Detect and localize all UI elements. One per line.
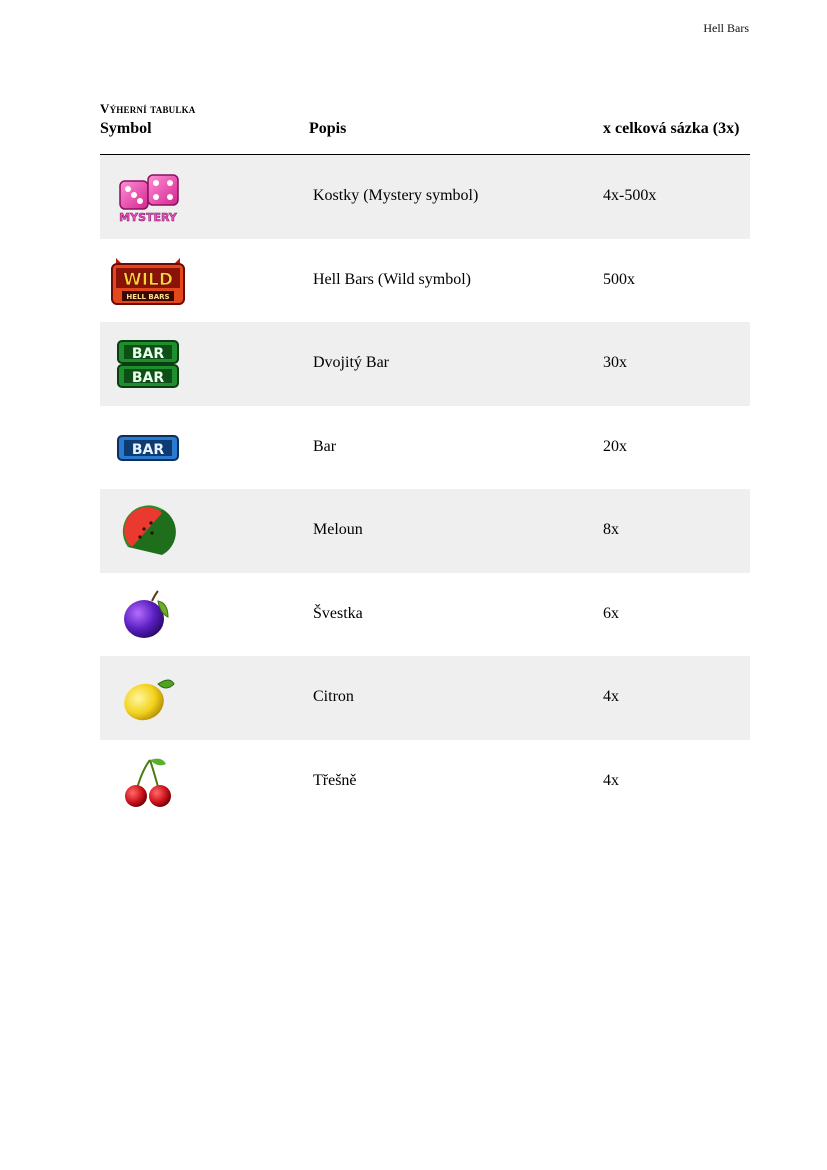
column-header-symbol: Symbol: [100, 120, 152, 137]
table-row: [100, 573, 750, 657]
row-description: Citron: [313, 688, 354, 705]
column-header-payout: x celková sázka (3x): [603, 120, 740, 137]
row-payout: 4x-500x: [603, 187, 657, 204]
bar-label-bottom: BAR: [131, 370, 165, 386]
section-title: Výherní tabulka: [100, 101, 196, 116]
column-header-description: Popis: [309, 120, 347, 137]
cherries-icon: [108, 752, 188, 812]
table-row: [100, 155, 750, 239]
mystery-dice-icon: [108, 167, 188, 227]
row-payout: 8x: [603, 521, 619, 538]
bar-label: BAR: [131, 441, 165, 458]
row-payout: 4x: [603, 771, 619, 789]
row-description: Hell Bars (Wild symbol): [313, 270, 471, 288]
table-row: [100, 239, 750, 323]
mystery-label: MYSTERY: [119, 211, 177, 224]
bar-label-top: BAR: [131, 346, 165, 362]
double-bar-icon: [108, 334, 188, 394]
table-row: [100, 656, 750, 740]
wild-hell-bars-icon: [108, 251, 188, 311]
wild-label: WILD: [122, 269, 174, 290]
row-payout: 500x: [603, 270, 635, 288]
paytable: [100, 155, 750, 823]
table-header: [100, 118, 750, 154]
row-description: Dvojitý Bar: [313, 354, 389, 371]
hell-bars-label: HELL BARS: [126, 292, 170, 301]
table-row: [100, 740, 750, 824]
row-description: Třešně: [313, 771, 357, 789]
table-row: [100, 489, 750, 573]
row-payout: 6x: [603, 604, 619, 622]
lemon-icon: [108, 668, 188, 728]
row-description: Kostky (Mystery symbol): [313, 187, 479, 204]
row-payout: 4x: [603, 688, 619, 705]
table-row: [100, 406, 750, 490]
plum-icon: [108, 585, 188, 645]
row-description: Meloun: [313, 521, 363, 538]
row-payout: 20x: [603, 437, 627, 455]
running-header: Hell Bars: [703, 21, 749, 35]
table-row: [100, 322, 750, 406]
bar-icon: [108, 418, 188, 478]
row-description: Švestka: [313, 604, 363, 622]
row-description: Bar: [313, 437, 337, 455]
watermelon-icon: [108, 501, 188, 561]
row-payout: 30x: [603, 354, 627, 371]
